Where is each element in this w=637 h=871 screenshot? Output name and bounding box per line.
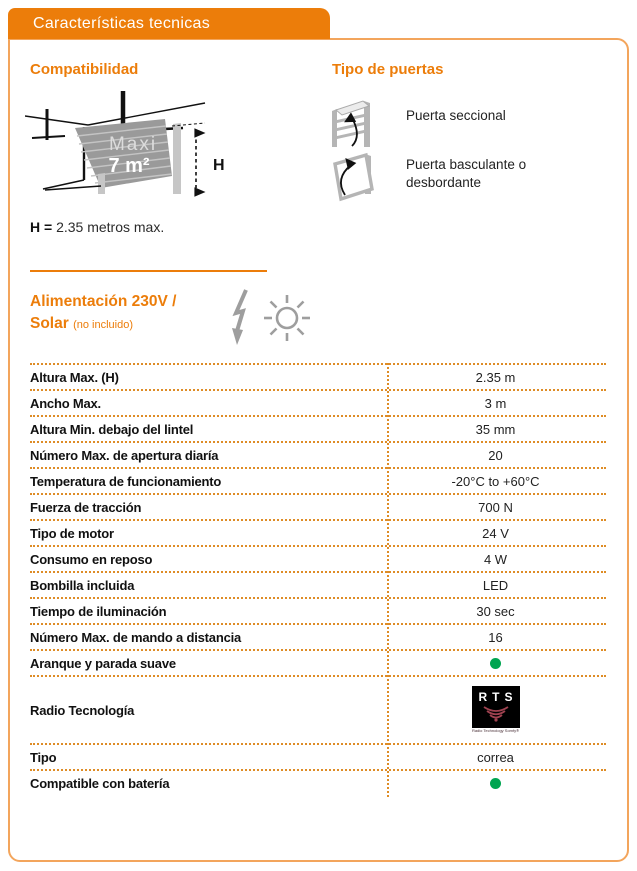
- rts-logo: [471, 686, 521, 734]
- door-type-label: Puerta basculante o desbordante: [406, 157, 527, 191]
- door-type-label: Puerta seccional: [406, 108, 506, 123]
- spec-value: 30 sec: [476, 603, 515, 619]
- spec-label: Altura Min. debajo del lintel: [30, 421, 194, 437]
- radio-waves-icon: [481, 704, 511, 722]
- table-row: [30, 363, 606, 389]
- spec-value: 24 V: [482, 525, 509, 541]
- spec-value: 35 mm: [475, 421, 516, 437]
- spec-value: -20°C to +60°C: [451, 473, 540, 489]
- page-title: Características tecnicas: [8, 8, 330, 39]
- table-row: [30, 649, 606, 675]
- spec-label: Ancho Max.: [30, 395, 101, 411]
- status-dot-icon: [490, 778, 501, 789]
- spec-label: Temperatura de funcionamiento: [30, 473, 222, 489]
- table-row: [30, 519, 606, 545]
- height-note: H = 2.35 metros max.: [30, 219, 165, 235]
- table-row: [30, 675, 606, 743]
- spec-label: Tiempo de iluminación: [30, 603, 167, 619]
- rts-logo-box: [472, 686, 520, 728]
- spec-value: 2.35 m: [475, 369, 516, 385]
- tilting-door-icon: [330, 150, 376, 204]
- status-dot-icon: [490, 658, 501, 669]
- spec-value: 4 W: [483, 551, 508, 567]
- section-divider: [30, 270, 267, 272]
- spec-label: Altura Max. (H): [30, 369, 119, 385]
- spec-value: 16: [488, 629, 503, 645]
- table-column-divider: [387, 363, 389, 797]
- table-row: [30, 545, 606, 571]
- spec-value: correa: [477, 749, 514, 765]
- spec-value: LED: [482, 577, 509, 593]
- power-heading: Alimentación 230V / Solar (no incluido): [30, 293, 177, 332]
- compatibility-heading: Compatibilidad: [30, 61, 139, 78]
- table-row: [30, 571, 606, 597]
- door-types-heading: Tipo de puertas: [332, 61, 444, 78]
- spec-value: 700 N: [478, 499, 513, 515]
- spec-label: Aranque y parada suave: [30, 655, 176, 671]
- spec-value: 20: [488, 447, 503, 463]
- table-row: [30, 743, 606, 769]
- table-row: [30, 769, 606, 795]
- sun-icon: [260, 291, 314, 345]
- spec-label: Fuerza de tracción: [30, 499, 142, 515]
- door-maxi-label: Maxi: [108, 134, 158, 155]
- spec-value: [385, 778, 606, 789]
- table-row: [30, 415, 606, 441]
- rts-logo-letters: RTS: [478, 690, 518, 704]
- table-row: [30, 389, 606, 415]
- spec-label: Consumo en reposo: [30, 551, 153, 567]
- table-row: [30, 441, 606, 467]
- height-symbol: H: [213, 157, 225, 174]
- spec-value: [385, 686, 606, 734]
- spec-label: Tipo: [30, 749, 57, 765]
- spec-value: 3 m: [484, 395, 507, 411]
- spec-label: Radio Tecnología: [30, 702, 135, 718]
- spec-label: Tipo de motor: [30, 525, 114, 541]
- spec-label: Número Max. de mando a distancia: [30, 629, 242, 645]
- table-row: [30, 623, 606, 649]
- table-row: [30, 597, 606, 623]
- lightning-bolt-icon: [231, 287, 253, 347]
- sectional-door-icon: [330, 99, 376, 149]
- table-row: [30, 493, 606, 519]
- garage-door-illustration: [25, 90, 230, 215]
- rts-logo-caption: Radio Technology Somfy®: [471, 728, 520, 733]
- table-row: [30, 467, 606, 493]
- door-area-label: 7 m²: [108, 155, 150, 177]
- spec-value: [385, 658, 606, 669]
- spec-label: Compatible con batería: [30, 775, 170, 791]
- specs-table: [30, 363, 606, 795]
- spec-label: Bombilla incluida: [30, 577, 135, 593]
- spec-label: Número Max. de apertura diaría: [30, 447, 219, 463]
